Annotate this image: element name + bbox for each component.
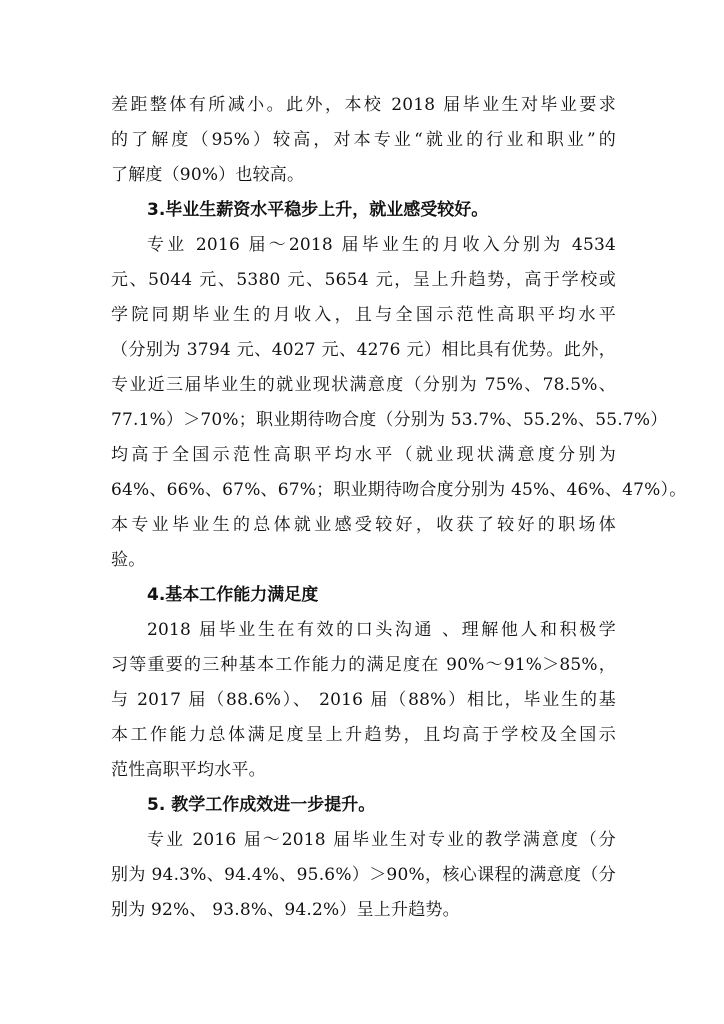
paragraph-line: 了解度（90%）也较高。 (111, 165, 305, 185)
paragraph-line: 专业 2016 届～2018 届毕业生对专业的教学满意度（分 (147, 830, 616, 850)
paragraph-line: 别为 92%、 93.8%、94.2%）呈上升趋势。 (111, 900, 460, 920)
paragraph-line: 均高于全国示范性高职平均水平（就业现状满意度分别为 (111, 445, 616, 465)
section-heading-4: 4.基本工作能力满足度 (147, 585, 319, 605)
section-heading-3: 3.毕业生薪资水平稳步上升，就业感受较好。 (147, 200, 489, 220)
paragraph-line: 习等重要的三种基本工作能力的满足度在 90%～91%＞85%， (111, 655, 616, 675)
paragraph-line: 77.1%）＞70%；职业期待吻合度（分别为 53.7%、55.2%、55.7%） (111, 410, 668, 430)
paragraph-line: （分别为 3794 元、4027 元、4276 元）相比具有优势。此外， (111, 340, 616, 360)
paragraph-line: 64%、66%、67%、67%；职业期待吻合度分别为 45%、46%、47%）。 (111, 480, 687, 500)
paragraph-line: 专业近三届毕业生的就业现状满意度（分别为 75%、78.5%、 (111, 375, 616, 395)
paragraph-line: 本专业毕业生的总体就业感受较好，收获了较好的职场体 (111, 515, 616, 535)
paragraph-line: 别为 94.3%、94.4%、95.6%）＞90%，核心课程的满意度（分 (111, 865, 616, 885)
paragraph-line: 验。 (111, 550, 146, 570)
paragraph-line: 本工作能力总体满足度呈上升趋势，且均高于学校及全国示 (111, 725, 616, 745)
paragraph-line: 范性高职平均水平。 (111, 760, 266, 780)
paragraph-line: 专业 2016 届～2018 届毕业生的月收入分别为 4534 (147, 235, 616, 255)
paragraph-line: 差距整体有所减小。此外，本校 2018 届毕业生对毕业要求 (111, 95, 616, 115)
paragraph-line: 元、5044 元、5380 元、5654 元，呈上升趋势，高于学校或 (111, 270, 616, 290)
paragraph-line: 的了解度（95%）较高，对本专业“就业的行业和职业”的 (111, 130, 616, 150)
paragraph-line: 学院同期毕业生的月收入，且与全国示范性高职平均水平 (111, 305, 616, 325)
section-heading-5: 5. 教学工作成效进一步提升。 (147, 795, 376, 815)
paragraph-line: 与 2017 届（88.6%）、 2016 届（88%）相比，毕业生的基 (111, 690, 616, 710)
paragraph-line: 2018 届毕业生在有效的口头沟通 、理解他人和积极学 (147, 620, 616, 640)
